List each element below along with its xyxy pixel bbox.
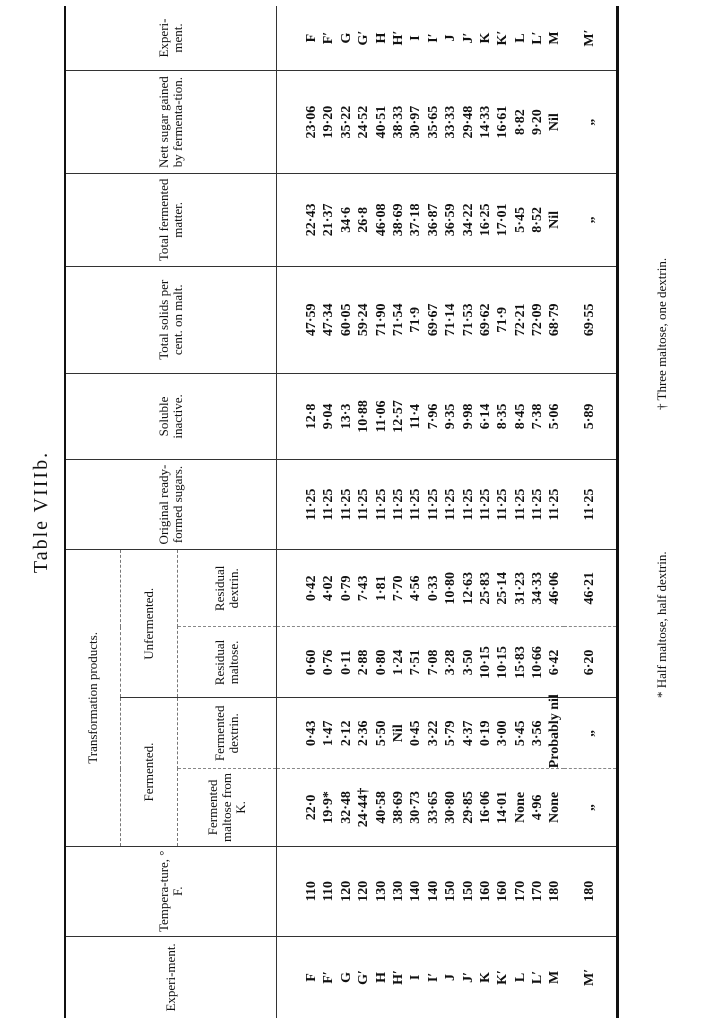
table-cell: I′ <box>425 33 441 43</box>
table-cell: 38·69 <box>390 203 406 237</box>
table-cell: K <box>477 32 493 44</box>
table-cell: 38·69 <box>390 791 406 824</box>
table-cell: 10·80 <box>443 572 459 605</box>
table-cell: 3·50 <box>460 649 476 676</box>
table-cell: 7·43 <box>356 575 372 602</box>
table-cell: 15·83 <box>512 646 528 679</box>
table-cell: 11·25 <box>530 488 546 521</box>
table-cell: 150 <box>443 880 459 902</box>
cell-fermented-maltose: „ <box>564 769 616 846</box>
table-cell: 11·4 <box>408 404 424 429</box>
table-cell: None <box>547 791 563 824</box>
table-cell: 71·90 <box>373 303 389 337</box>
table-cell: 14·33 <box>477 105 493 139</box>
col-experiment <box>277 936 564 1018</box>
table-cell: 7·96 <box>425 403 441 430</box>
table-cell: 130 <box>390 880 406 902</box>
table-cell: 71·9 <box>408 306 424 333</box>
table-cell: 22·43 <box>304 203 319 237</box>
table-cell: 150 <box>460 880 476 902</box>
table-cell: 0·79 <box>338 575 354 602</box>
table-cell: 72·09 <box>530 303 546 337</box>
table-cell: H′ <box>390 970 406 985</box>
table-cell: 33·33 <box>443 105 459 139</box>
header-original-sugars: Original ready-formed sugars. <box>65 459 277 549</box>
table-cell: 2·12 <box>338 720 354 747</box>
header-total-solids: Total solids per cent. on malt. <box>65 266 277 373</box>
cell-experiment-right: M′ <box>581 29 597 47</box>
header-residual-dextrin: Residual dextrin. <box>178 550 277 627</box>
table-cell: L <box>512 33 528 43</box>
table-cell: 3·22 <box>425 720 441 747</box>
table-cell: 120 <box>356 880 372 902</box>
table-cell: 7·08 <box>425 649 441 676</box>
table-cell: 10·88 <box>356 400 372 433</box>
cell-experiment: M′ <box>564 936 616 1018</box>
footnote-half-maltose: * Half maltose, half dextrin. <box>654 551 669 698</box>
table-cell: 4·37 <box>460 720 476 747</box>
cell-residual-dextrin: 46·21 <box>564 550 616 627</box>
table-cell: 36·59 <box>443 203 459 237</box>
table-cell: 160 <box>495 880 511 902</box>
col-total-solids <box>277 266 564 373</box>
table-cell: 11·25 <box>373 488 389 521</box>
table-cell: 0·11 <box>338 650 354 675</box>
table-cell: 0·42 <box>304 575 319 602</box>
table-cell: 31·23 <box>512 572 528 605</box>
table-cell: 5·79 <box>443 720 459 747</box>
table-title: Table VIIIb. <box>30 450 52 574</box>
table-cell: 170 <box>530 880 546 902</box>
table-cell: 69·67 <box>425 303 441 337</box>
table-cell: 35·22 <box>338 105 354 139</box>
table-cell: 120 <box>338 880 354 902</box>
table-cell: 11·25 <box>443 488 459 521</box>
table-cell: 12·63 <box>460 572 476 605</box>
table-cell: 47·59 <box>304 303 319 337</box>
table-cell: H <box>373 32 389 44</box>
table-cell: 4·02 <box>321 575 337 602</box>
table-cell: 24·52 <box>356 105 372 139</box>
table-cell: 11·25 <box>321 488 337 521</box>
table-cell: 4·56 <box>408 575 424 602</box>
header-nett-sugar: Nett sugar gained by fermenta-tion. <box>65 71 277 174</box>
table-cell: 11·25 <box>460 488 476 521</box>
header-unfermented: Unfermented. <box>121 550 178 698</box>
header-transformation-products: Transformation products. <box>65 550 121 846</box>
table-cell: 0·33 <box>425 575 441 602</box>
table-cell: K′ <box>495 30 511 46</box>
table-cell: 3·56 <box>530 720 546 747</box>
cell-nett-sugar: „ <box>564 71 616 174</box>
table-cell: 170 <box>512 880 528 902</box>
table-cell: 10·66 <box>530 646 546 679</box>
table-cell: 11·25 <box>512 488 528 521</box>
cell-fermented-dextrin: „ <box>564 698 616 769</box>
table-cell: 37·18 <box>408 203 424 237</box>
table-cell: 71·53 <box>460 303 476 337</box>
col-experiment-right <box>277 6 564 71</box>
table-cell: 9·20 <box>530 109 546 135</box>
table-cell: J <box>443 973 459 981</box>
table-cell: 10·15 <box>495 646 511 679</box>
table-cell: 29·85 <box>460 791 476 824</box>
table-cell: 11·25 <box>356 488 372 521</box>
table-cell: 12·57 <box>390 400 406 433</box>
table-cell: M <box>547 970 563 985</box>
table-cell: 1·81 <box>373 575 389 602</box>
table-cell: 8·52 <box>530 207 546 233</box>
table-cell: G′ <box>356 970 372 985</box>
table-cell: 110 <box>304 881 319 902</box>
table-cell: 5·50 <box>373 720 389 747</box>
col-temperature <box>277 846 564 936</box>
table-cell: 0·19 <box>477 720 493 747</box>
table-cell: G <box>338 971 354 983</box>
table-cell: 11·25 <box>547 488 563 521</box>
col-residual-maltose <box>277 627 564 698</box>
table-cell: F <box>304 973 319 982</box>
table-cell: 11·25 <box>425 488 441 521</box>
table-cell: 25·83 <box>477 572 493 605</box>
table-cell: 29·48 <box>460 105 476 139</box>
table-cell: 8·45 <box>512 403 528 430</box>
table-cell: H′ <box>390 30 406 46</box>
table-body-block <box>277 6 564 1018</box>
table-cell: 38·33 <box>390 105 406 139</box>
col-fermented-dextrin <box>277 694 564 769</box>
table-cell: 9·35 <box>443 403 459 430</box>
table-cell: 1·24 <box>390 649 406 676</box>
table-cell: 32·48 <box>338 791 354 824</box>
table-cell: 71·9 <box>495 306 511 333</box>
table-cell: L′ <box>530 970 546 985</box>
table-cell: 180 <box>547 880 563 902</box>
table-cell: 59·24 <box>356 303 372 337</box>
table-cell: K′ <box>495 970 511 985</box>
table-cell: 33·65 <box>425 791 441 824</box>
header-temperature: Tempera-ture, ° F. <box>65 846 277 936</box>
table-cell: 11·25 <box>495 488 511 521</box>
header-experiment: Experi-ment. <box>65 936 277 1018</box>
col-soluble-inactive <box>277 373 564 459</box>
table-cell: 34·22 <box>460 203 476 237</box>
table-cell: L′ <box>530 31 546 45</box>
table-cell: 14·01 <box>495 791 511 824</box>
table-cell: G′ <box>356 30 372 46</box>
table-cell: 11·25 <box>304 488 319 521</box>
table-cell: 0·60 <box>304 649 319 676</box>
table-cell: 19·20 <box>321 105 337 139</box>
table-cell: Nil <box>547 113 563 132</box>
col-residual-dextrin <box>277 550 564 627</box>
table-cell: 5·45 <box>512 207 528 233</box>
table-cell: 60·05 <box>338 303 354 337</box>
table-cell: 40·51 <box>373 105 389 139</box>
table-cell: 11·25 <box>338 488 354 521</box>
table-cell: 0·76 <box>321 649 337 676</box>
end-rule-cell <box>616 6 618 1018</box>
table-cell: 30·97 <box>408 105 424 139</box>
table-row-m-prime <box>564 6 616 1018</box>
header-experiment-right: Experi-ment. <box>65 6 277 71</box>
table-cell: K <box>477 971 493 983</box>
table-cell: F′ <box>321 971 337 984</box>
table-cell: 46·06 <box>547 572 563 605</box>
table-cell: 9·04 <box>321 403 337 430</box>
table-cell: 7·38 <box>530 403 546 430</box>
table-cell: None <box>512 791 528 824</box>
col-total-fermented <box>277 174 564 266</box>
table-cell: 26·8 <box>356 207 372 233</box>
table-cell: 6·14 <box>477 403 493 430</box>
table-cell: 22·0 <box>304 794 319 821</box>
table-cell: 35·65 <box>425 105 441 139</box>
col-fermented-maltose <box>277 769 564 846</box>
table-cell: 6·42 <box>547 649 563 676</box>
table-cell: 47·34 <box>321 303 337 337</box>
table-cell: 160 <box>477 880 493 902</box>
table-cell: 0·80 <box>373 649 389 676</box>
cell-total-solids: 69·55 <box>564 266 616 373</box>
header-fermented-maltose: Fermented maltose from K. <box>178 769 277 846</box>
data-table <box>64 6 619 1018</box>
table-cell: 17·01 <box>495 203 511 237</box>
table-cell: 30·80 <box>443 791 459 824</box>
table-cell: 1·47 <box>321 720 337 747</box>
table-cell: 11·25 <box>408 488 424 521</box>
table-cell: 13·3 <box>338 403 354 430</box>
table-cell: I <box>408 974 424 981</box>
table-cell: 130 <box>373 880 389 902</box>
table-cell: 34·6 <box>338 207 354 233</box>
cell-residual-maltose: 6·20 <box>564 627 616 698</box>
table-cell: G <box>338 32 354 44</box>
table-cell: 21·37 <box>321 203 337 237</box>
table-cell: 16·25 <box>477 203 493 237</box>
table-cell: 71·14 <box>443 303 459 337</box>
table-cell: H <box>373 971 389 983</box>
table-cell: 11·06 <box>373 400 389 433</box>
table-cell: 19·9* <box>321 791 337 824</box>
header-residual-maltose: Residual maltose. <box>178 627 277 698</box>
table-cell: 8·35 <box>495 403 511 430</box>
table-cell: 16·06 <box>477 791 493 824</box>
table-cell: I <box>408 35 424 41</box>
table-end-rule <box>616 6 618 1018</box>
table-cell: 24·44† <box>356 787 372 828</box>
table-cell: 140 <box>425 880 441 902</box>
table-cell: 4·96 <box>530 794 546 821</box>
cell-total-fermented: „ <box>564 174 616 266</box>
table-cell: 72·21 <box>512 303 528 337</box>
table-cell: J′ <box>460 971 476 983</box>
table-cell: 110 <box>321 881 337 902</box>
table-cell: 0·43 <box>304 720 319 747</box>
table-cell: 46·08 <box>373 203 389 237</box>
table-cell: 23·06 <box>304 105 319 139</box>
col-original-sugars <box>277 459 564 549</box>
table-cell: 9·98 <box>460 403 476 430</box>
table-cell: 30·73 <box>408 791 424 824</box>
table-cell: 0·45 <box>408 720 424 747</box>
table-cell: F′ <box>321 31 337 45</box>
table-cell: F <box>304 33 319 43</box>
table-cell: Probably nil <box>547 694 563 769</box>
table-cell: 11·25 <box>477 488 493 521</box>
table-cell: 140 <box>408 880 424 902</box>
table-cell: 5·06 <box>547 403 563 430</box>
header-total-fermented: Total fermented matter. <box>65 174 277 266</box>
table-cell: L <box>512 972 528 983</box>
table-cell: 10·15 <box>477 646 493 679</box>
table-cell: Nil <box>390 724 406 743</box>
header-fermented-dextrin: Fermented dextrin. <box>178 698 277 769</box>
col-nett-sugar <box>277 71 564 174</box>
header-soluble-inactive: Soluble inactive. <box>65 373 277 459</box>
table-cell: 7·51 <box>408 649 424 676</box>
cell-original-sugars: 11·25 <box>564 459 616 549</box>
table-cell: 2·88 <box>356 649 372 676</box>
table-cell: 7·70 <box>390 575 406 602</box>
table-cell: 2·36 <box>356 720 372 747</box>
table-cell: I′ <box>425 972 441 983</box>
table-cell: 34·33 <box>530 572 546 605</box>
table-container <box>64 6 619 1018</box>
table-cell: J <box>443 34 459 42</box>
table-cell: 12·8 <box>304 403 319 430</box>
table-cell: J′ <box>460 32 476 44</box>
table-cell: 69·62 <box>477 303 493 337</box>
table-cell: Nil <box>547 210 563 229</box>
table-cell: 11·25 <box>390 488 406 521</box>
table-cell: 3·00 <box>495 720 511 747</box>
cell-soluble-inactive: 5·89 <box>564 373 616 459</box>
table-cell: 3·28 <box>443 649 459 676</box>
table-cell: 25·14 <box>495 572 511 605</box>
header-fermented: Fermented. <box>121 698 178 846</box>
table-cell: M <box>547 31 563 45</box>
table-cell: 68·79 <box>547 303 563 337</box>
table-cell: 36·87 <box>425 203 441 237</box>
cell-temperature: 180 <box>564 846 616 936</box>
table-cell: 71·54 <box>390 303 406 337</box>
table-cell: 5·45 <box>512 720 528 747</box>
table-cell: 40·58 <box>373 791 389 824</box>
table-cell: 8·82 <box>512 109 528 135</box>
footnote-three-maltose: † Three maltose, one dextrin. <box>654 257 669 410</box>
table-cell: 16·61 <box>495 105 511 139</box>
